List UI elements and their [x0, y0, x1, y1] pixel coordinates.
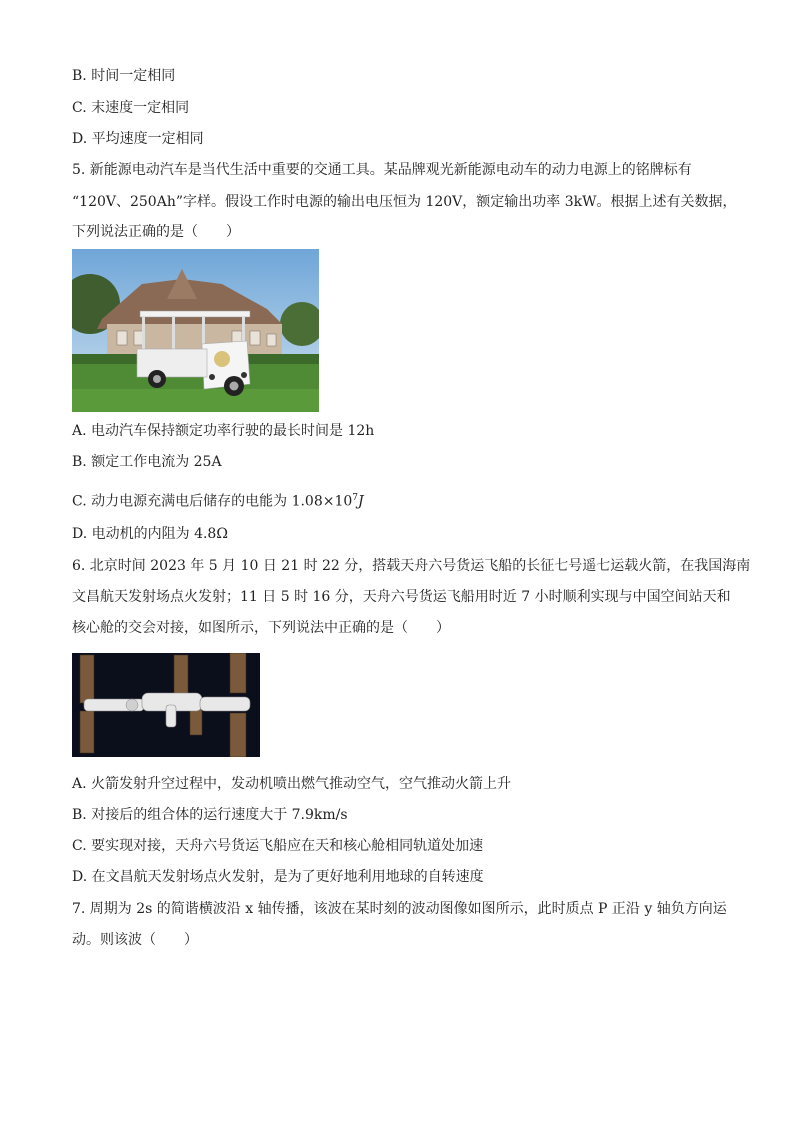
q6-stem-line-3: 核心舱的交会对接，如图所示，下列说法中正确的是（ ）: [72, 620, 450, 636]
q5-stem-line-2: “120V、250Ah”字样。假设工作时电源的输出电压恒为 120V，额定输出功率 3kW。根据上述有关数据，: [72, 194, 737, 210]
q6-stem-line-1: 6. 北京时间 2023 年 5 月 10 日 21 时 22 分，搭载天舟六号货运飞船的长征七号遥七运载火箭，在我国海南: [72, 558, 751, 574]
q5-option-c: [72, 488, 364, 512]
q5-option-c-exponent: 7: [352, 493, 359, 503]
q5-option-b: B. 额定工作电流为 25A: [72, 454, 222, 470]
q5-option-a: A. 电动汽车保持额定功率行驶的最长时间是 12h: [72, 423, 375, 439]
q5-option-c-text: C. 动力电源充满电后储存的电能为 1.08×10: [72, 493, 353, 510]
q5-option-c-unit: J: [358, 493, 364, 510]
q5-stem-line-1: 5. 新能源电动汽车是当代生活中重要的交通工具。某品牌观光新能源电动车的动力电源上的铭牌标有: [72, 162, 692, 178]
q4-option-b: B. 时间一定相同: [72, 68, 176, 84]
q7-stem-line-1: 7. 周期为 2s 的简谐横波沿 x 轴传播，该波在某时刻的波动图像如图所示，此时质点 P 正沿 y 轴负方向运: [72, 901, 727, 917]
q7-stem-line-2: 动。则该波（ ）: [72, 932, 198, 948]
q6-stem-line-2: 文昌航天发射场点火发射；11 日 5 时 16 分，天舟六号货运飞船用时近 7 小时顺利实现与中国空间站天和: [72, 589, 731, 605]
q6-option-a: A. 火箭发射升空过程中，发动机喷出燃气推动空气，空气推动火箭上升: [72, 776, 512, 792]
electric-car-photo: [72, 249, 319, 412]
space-station-photo: [72, 653, 260, 757]
q4-option-c: C. 末速度一定相同: [72, 100, 190, 116]
q6-option-d: D. 在文昌航天发射场点火发射，是为了更好地利用地球的自转速度: [72, 869, 484, 885]
q6-option-c: C. 要实现对接，天舟六号货运飞船应在天和核心舱相同轨道处加速: [72, 838, 484, 854]
q5-stem-line-3: 下列说法正确的是（ ）: [72, 224, 240, 240]
q6-option-b: B. 对接后的组合体的运行速度大于 7.9km/s: [72, 807, 348, 823]
q5-option-d: D. 电动机的内阻为 4.8Ω: [72, 526, 228, 542]
q4-option-d: D. 平均速度一定相同: [72, 131, 204, 147]
